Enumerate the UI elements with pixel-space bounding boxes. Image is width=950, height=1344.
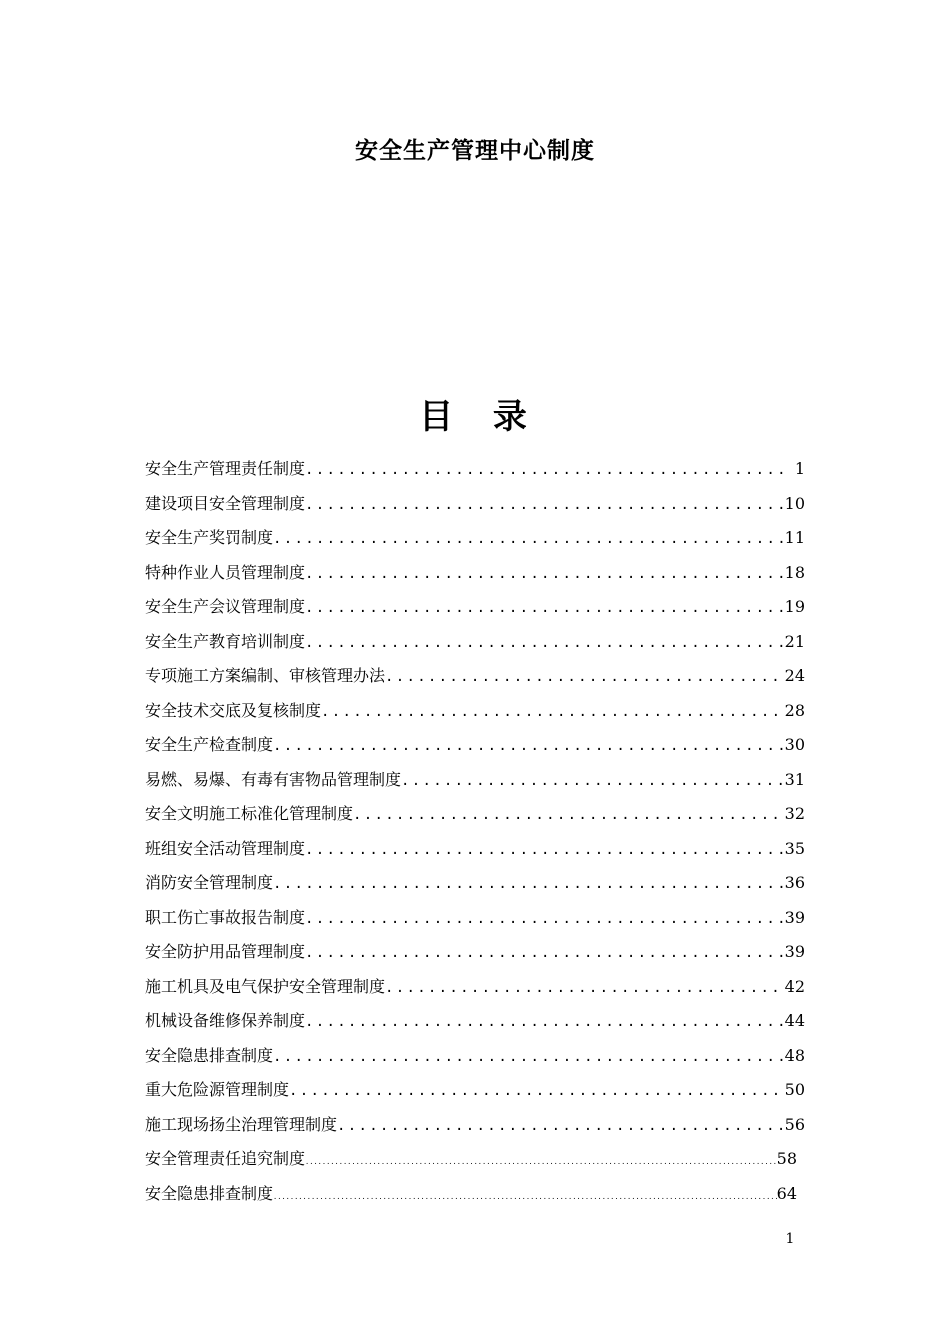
toc-dot-leader bbox=[305, 488, 783, 523]
toc-entry-page: 11 bbox=[784, 528, 805, 547]
toc-entry-title: 安全隐患排查制度 bbox=[145, 1045, 274, 1065]
toc-entry[interactable] bbox=[145, 590, 805, 625]
toc-dot-leader bbox=[305, 591, 783, 626]
toc-entry[interactable] bbox=[145, 556, 805, 591]
toc-entry-page: 64 bbox=[776, 1183, 797, 1203]
toc-heading: 目 录 bbox=[419, 397, 541, 437]
toc-entry-title: 重大危险源管理制度 bbox=[145, 1080, 290, 1099]
toc-dot-leader bbox=[401, 764, 783, 799]
toc-entry-title: 易燃、易爆、有毒有害物品管理制度 bbox=[145, 769, 402, 789]
toc-entry-title: 班组安全活动管理制度 bbox=[145, 838, 306, 858]
toc-dot-leader bbox=[305, 1145, 777, 1180]
toc-entry-page: 10 bbox=[784, 493, 805, 513]
toc-dot-leader bbox=[305, 557, 783, 592]
toc-entry-page: 24 bbox=[784, 666, 805, 685]
toc-dot-leader bbox=[273, 729, 783, 764]
toc-entry-page: 36 bbox=[784, 873, 805, 892]
toc-dot-leader bbox=[385, 660, 783, 695]
toc-dot-leader bbox=[305, 626, 783, 661]
toc-entry[interactable] bbox=[145, 1142, 805, 1177]
toc-entry[interactable] bbox=[145, 1177, 805, 1212]
toc-entry-page: 21 bbox=[784, 631, 805, 651]
toc-dot-leader bbox=[273, 867, 783, 902]
toc-dot-leader bbox=[385, 971, 783, 1006]
toc-dot-leader bbox=[289, 1074, 783, 1109]
toc-entry-page: 39 bbox=[784, 907, 805, 927]
toc-entry-page: 28 bbox=[784, 700, 805, 720]
toc-dot-leader bbox=[305, 833, 783, 868]
toc-entry-title: 安全生产教育培训制度 bbox=[145, 631, 306, 651]
toc-dot-leader bbox=[305, 453, 785, 488]
page-number: 1 bbox=[785, 1231, 795, 1247]
toc-entry[interactable] bbox=[145, 1039, 805, 1074]
toc-entry-page: 39 bbox=[784, 942, 805, 961]
toc-entry[interactable] bbox=[145, 1108, 805, 1143]
toc-entry[interactable] bbox=[145, 866, 805, 901]
toc-entry-title: 安全管理责任追究制度 bbox=[145, 1149, 306, 1168]
toc-entry-title: 安全生产检查制度 bbox=[145, 735, 274, 754]
toc-entry-title: 建设项目安全管理制度 bbox=[145, 493, 306, 513]
toc-entry-title: 施工现场扬尘治理管理制度 bbox=[145, 1114, 338, 1134]
toc-entry[interactable] bbox=[145, 1073, 805, 1108]
toc-entry-title: 专项施工方案编制、审核管理办法 bbox=[145, 666, 386, 685]
toc-entry-page: 50 bbox=[784, 1080, 805, 1099]
toc-dot-leader bbox=[305, 1005, 783, 1040]
toc-dot-leader bbox=[305, 902, 783, 937]
toc-entry[interactable] bbox=[145, 452, 805, 487]
toc-entry[interactable] bbox=[145, 935, 805, 970]
toc-entry-title: 安全文明施工标准化管理制度 bbox=[145, 804, 354, 823]
toc-entry-page: 56 bbox=[784, 1114, 805, 1134]
toc-entry-title: 消防安全管理制度 bbox=[145, 873, 274, 892]
toc-entry-page: 18 bbox=[784, 562, 805, 582]
toc-entry-page: 35 bbox=[784, 838, 805, 858]
toc-entry-title: 安全隐患排查制度 bbox=[145, 1183, 274, 1203]
toc-entry-page: 44 bbox=[784, 1011, 805, 1030]
toc-entry[interactable] bbox=[145, 763, 805, 798]
toc-entry[interactable] bbox=[145, 728, 805, 763]
toc-entry[interactable] bbox=[145, 521, 805, 556]
toc-entry-page: 19 bbox=[784, 597, 805, 616]
document-title: 安全生产管理中心制度 bbox=[355, 138, 595, 164]
toc-entry-page: 58 bbox=[776, 1149, 797, 1168]
toc-dot-leader bbox=[273, 1040, 783, 1075]
toc-entry[interactable] bbox=[145, 625, 805, 660]
toc-entry-title: 安全生产管理责任制度 bbox=[145, 459, 306, 478]
toc-dot-leader bbox=[273, 522, 783, 557]
toc-dot-leader bbox=[353, 798, 783, 833]
toc-entry-page: 1 bbox=[794, 459, 805, 478]
toc-entry[interactable] bbox=[145, 901, 805, 936]
toc-dot-leader bbox=[305, 936, 783, 971]
toc-entry-title: 安全防护用品管理制度 bbox=[145, 942, 306, 961]
toc-entry-title: 安全技术交底及复核制度 bbox=[145, 700, 322, 720]
toc-entry-title: 安全生产奖罚制度 bbox=[145, 528, 274, 547]
toc-dot-leader bbox=[337, 1109, 783, 1144]
toc-dot-leader bbox=[273, 1180, 777, 1215]
toc-entry-page: 32 bbox=[784, 804, 805, 823]
toc-entry[interactable] bbox=[145, 1004, 805, 1039]
toc-entry[interactable] bbox=[145, 487, 805, 522]
toc-entry[interactable] bbox=[145, 797, 805, 832]
table-of-contents bbox=[145, 452, 805, 1211]
toc-entry[interactable] bbox=[145, 694, 805, 729]
toc-dot-leader bbox=[321, 695, 783, 730]
toc-entry-page: 30 bbox=[784, 735, 805, 754]
toc-entry[interactable] bbox=[145, 832, 805, 867]
toc-entry-title: 施工机具及电气保护安全管理制度 bbox=[145, 976, 386, 996]
toc-entry[interactable] bbox=[145, 659, 805, 694]
toc-entry-title: 职工伤亡事故报告制度 bbox=[145, 907, 306, 927]
toc-entry-page: 42 bbox=[784, 976, 805, 996]
toc-entry-page: 48 bbox=[784, 1045, 805, 1065]
toc-entry-title: 安全生产会议管理制度 bbox=[145, 597, 306, 616]
toc-entry-title: 特种作业人员管理制度 bbox=[145, 562, 306, 582]
toc-entry-page: 31 bbox=[784, 769, 805, 789]
toc-entry[interactable] bbox=[145, 970, 805, 1005]
toc-entry-title: 机械设备维修保养制度 bbox=[145, 1011, 306, 1030]
